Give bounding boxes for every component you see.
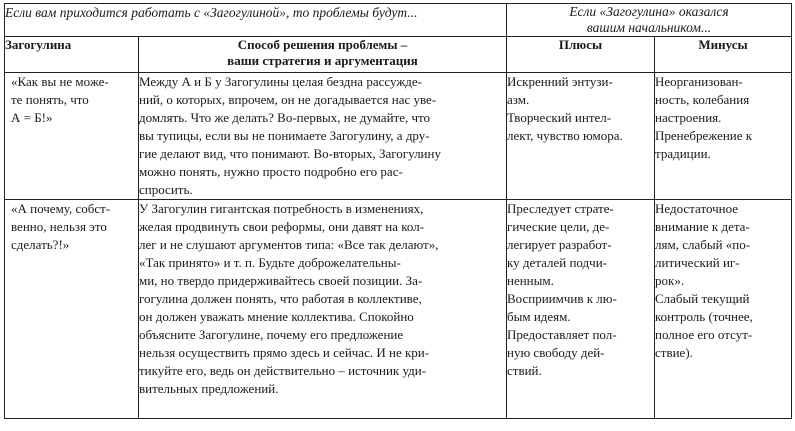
pros-cell: Искренний энтузи- азм. Творческий интел- лект, чувство юмора.: [507, 73, 655, 200]
cons-cell: Неорганизован- ность, колебания настроения. Пренебрежение к традиции.: [655, 73, 792, 200]
quote-cell: «Как вы не може- те понять, что А = Б!»: [5, 73, 139, 200]
column-header-strategy: Способ решения проблемы – ваши стратегия и аргументация: [139, 37, 507, 73]
pros-cell: Преследует страте- гические цели, де- легирует разработ- ку деталей подчи- ненным. Восприимчив к лю- бым идеям. Предоставляет пол- ную свободу дей- ствий.: [507, 200, 655, 419]
column-header-row: [5, 37, 792, 73]
cons-cell: Недостаточное внимание к дета- лям, слабый «по- литический иг- рок». Слабый текущий контроль (точнее, полное его отсут- ствие).: [655, 200, 792, 419]
table-row: [5, 73, 792, 200]
banner-row: [5, 4, 792, 37]
banner-right-line: вашим начальником...: [586, 20, 712, 35]
banner-left-heading: [5, 4, 507, 37]
strategy-cell: У Загогулин гигантская потребность в изменениях, желая продвинуть свои реформы, они давят на кол- лег и не слушают аргументов типа: «Все так делают», «Так принято» и т. п. Будьте доброжелательны- ми, но твердо придерживайтесь своей позиции. За- гогулина должен понять, что работая в коллективе, он должен уважать мнение коллектива. Спокойно объясните Загогулине, почему его предложение нельзя осуществить прямо здесь и сейчас. И не кри- тикуйте его, ведь он действительно – источник уди- вительных предложений.: [139, 200, 507, 419]
table-row: [5, 200, 792, 419]
banner-right-heading: [507, 4, 792, 37]
strategy-cell: Между А и Б у Загогулины целая бездна рассужде- ний, о которых, впрочем, он не догадывается нас уве- домлять. Что же делать? Во-первых, не думайте, что вы тупицы, если вы не понимаете Загогулину, а дру- гие делают вид, что понимают. Во-вторых, Загогулину можно понять, нужно просто подробно его рас- спросить.: [139, 73, 507, 200]
quote-cell: «А почему, собст- венно, нельзя это сделать?!»: [5, 200, 139, 419]
column-header-name: Загогулина: [5, 37, 139, 73]
banner-right-line: Если «Загогулина» оказался: [569, 4, 729, 19]
strategy-table: [4, 3, 792, 419]
banner-left-text: Если вам приходится работать с «Загогулиной», то проблемы будут...: [5, 5, 418, 20]
column-header-cons: Минусы: [655, 37, 792, 73]
column-header-pros: Плюсы: [507, 37, 655, 73]
